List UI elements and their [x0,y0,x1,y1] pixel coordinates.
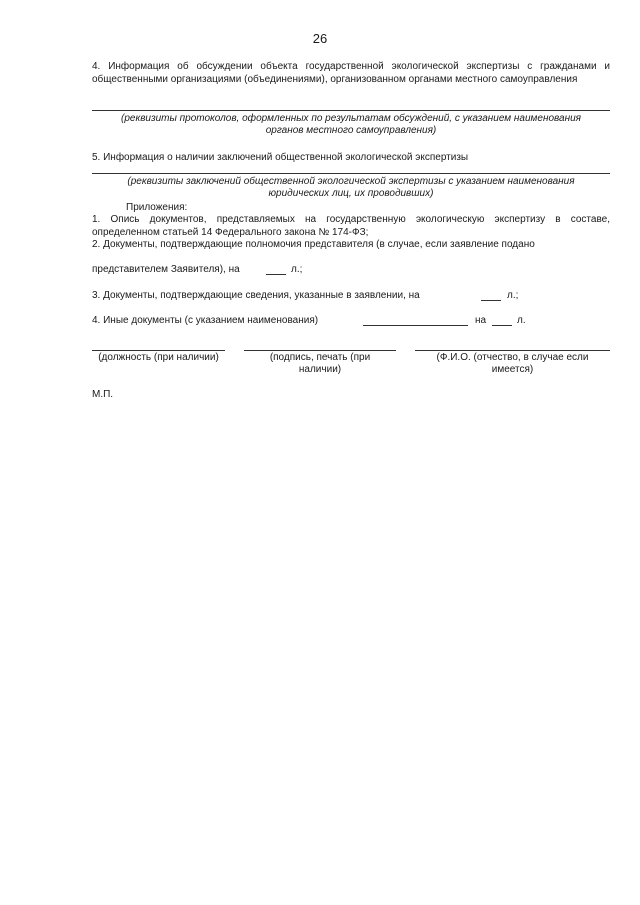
section-4-caption-line-2: органов местного самоуправления) [265,125,437,136]
attachment-item-4-on: на [475,315,487,326]
signature-line [244,350,396,351]
attachment-item-4-name-line [363,325,468,326]
name-caption-line-2: имеется) [491,364,534,375]
section-5-fill-line [92,173,610,174]
section-5-caption-line-1: (реквизиты заключений общественной экологической экспертизы с указанием наименования [127,176,575,187]
signature-caption-line-1: (подпись, печать (при [269,352,371,363]
attachment-item-4-page-count-line [492,325,512,326]
attachments-heading: Приложения: [126,202,188,213]
section-4-fill-line [92,110,610,111]
position-signature-line [92,350,225,351]
name-caption [415,352,610,376]
attachment-item-3: 3. Документы, подтверждающие сведения, указанные в заявлении, на [92,290,420,301]
attachment-item-2-suffix: л.; [291,264,303,275]
name-signature-line [415,350,610,351]
name-caption-line-1: (Ф.И.О. (отчество, в случае если [436,352,589,363]
stamp-mark: М.П. [92,389,114,400]
attachment-item-4: 4. Иные документы (с указанием наименования) [92,315,319,326]
attachment-item-1: 1. Опись документов, представляемых на государственную экологическую экспертизу в составе, определенном статьей 14 Федерального закона № 174-ФЗ; [92,214,610,238]
position-caption: (должность (при наличии) [98,352,219,363]
section-4-caption-line-1: (реквизиты протоколов, оформленных по результатам обсуждений, с указанием наименования [121,113,581,124]
section-4-caption [92,113,610,137]
signature-caption-line-2: наличии) [298,364,342,375]
attachment-item-2-line-1: 2. Документы, подтверждающие полномочия представителя (в случае, если заявление подано [92,239,535,250]
attachment-item-3-page-count-line [481,300,501,301]
attachment-item-2-page-count-line [266,274,286,275]
signature-caption [244,352,396,376]
section-4-text: 4. Информация об обсуждении объекта государственной экологической экспертизы с гражданами и общественными организациями (объединениями), организованном органами местного самоуправления [92,61,610,85]
page-number: 26 [312,31,328,46]
section-5-caption [92,176,610,200]
section-5-text: 5. Информация о наличии заключений общественной экологической экспертизы [92,152,469,163]
attachment-item-4-suffix: л. [517,315,526,326]
section-5-caption-line-2: юридических лиц, их проводивших) [268,188,434,199]
attachment-item-2-line-2: представителем Заявителя), на [92,264,240,275]
attachment-item-3-suffix: л.; [507,290,519,301]
